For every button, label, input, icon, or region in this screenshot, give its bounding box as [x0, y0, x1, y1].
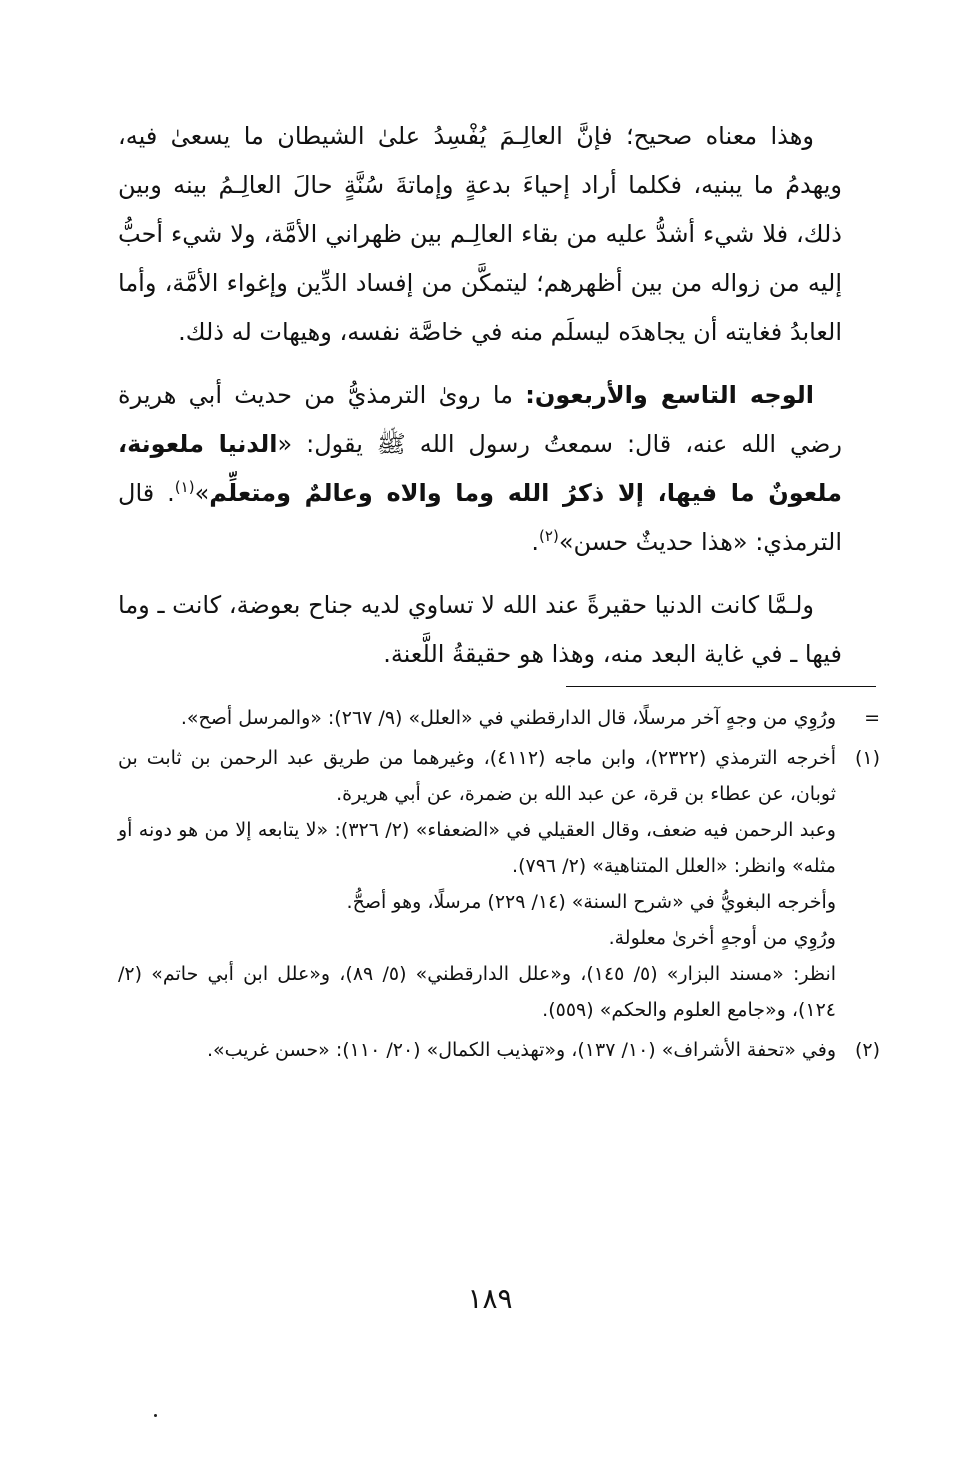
footnote-2	[118, 1032, 880, 1068]
footnotes	[118, 700, 880, 1072]
footnote-line: وفي «تحفة الأشراف» (١٠/ ١٣٧)، و«تهذيب الكمال» (٢٠/ ١١٠): «حسن غريب».	[206, 1039, 836, 1061]
footnote-line: ورُوِي من أوجهٍ أخرىٰ معلولة.	[608, 927, 836, 949]
footnote-body	[118, 740, 836, 1028]
paragraph-2-tail: . قال الترمذي: «هذا حديثٌ حسن»	[118, 479, 842, 556]
footnote-mark: =	[864, 707, 880, 729]
hadith-quote: الدنيا ملعونة، ملعونٌ ما فيها، إلا ذكرُ الله وما والاه وعالمٌ ومتعلِّم	[118, 430, 842, 507]
paragraph-2-end: .	[531, 528, 540, 556]
footnote-1	[118, 740, 880, 1028]
scan-speck	[154, 1414, 157, 1417]
paragraph-3: ولـمَّا كانت الدنيا حقيرةً عند الله لا تساوي لديه جناح بعوضة، كانت ـ وما فيها ـ في غاية البعد منه، وهذا هو حقيقةُ اللَّعنة.	[118, 591, 842, 668]
paragraph-2-text: ما روىٰ الترمذيُّ من حديث أبي هريرة رضي الله عنه، قال: سمعتُ رسول الله ﷺ يقول: «	[118, 381, 842, 458]
page-number: ١٨٩	[467, 1282, 513, 1315]
footnote-continued	[118, 700, 880, 736]
footnote-ref-2: (٢)	[539, 527, 559, 545]
footnote-line: وعبد الرحمن فيه ضعف، وقال العقيلي في «الضعفاء» (٢/ ٣٢٦): «لا يتابعه إلا من هو دونه أو مثله» وانظر: «العلل المتناهية» (٢/ ٧٩٦).	[118, 819, 836, 877]
footnote-body	[118, 1032, 836, 1068]
footnote-body	[118, 700, 836, 736]
footnote-line: ورُوِي من وجهٍ آخر مرسلًا، قال الدارقطني في «العلل» (٩/ ٢٦٧): «والمرسل أصح».	[180, 707, 836, 729]
footnote-line: أخرجه الترمذي (٢٣٢٢)، وابن ماجه (٤١١٢)، وغيرهما من طريق عبد الرحمن بن ثابت بن ثوبان، عن عطاء بن قرة، عن عبد الله بن ضمرة، عن أبي هريرة.	[118, 747, 836, 805]
main-text	[118, 112, 842, 693]
footnote-line: وأخرجه البغويُّ في «شرح السنة» (١٤/ ٢٢٩) مرسلًا، وهو أصحُّ.	[346, 891, 836, 913]
footnote-mark: (٢)	[854, 1039, 880, 1061]
paragraph-1: وهذا معناه صحيح؛ فإنَّ العالِـمَ يُفْسِدُ علىٰ الشيطان ما يسعىٰ فيه، ويهدمُ ما يبنيه، فكلما أراد إحياءَ بدعةٍ وإماتةَ سُنَّةٍ حالَ العالِـمُ بينه وبين ذلك، فلا شيء أشدُّ عليه من بقاء العالِـم بين ظهراني الأمَّة، ولا شيء أحبُّ إليه من زواله من بين أظهرهم؛ ليتمكَّن من إفساد الدِّين وإغواء الأمَّة، وأما العابدُ فغايته أن يجاهدَه ليسلَم منه في خاصَّة نفسه، وهيهات له ذلك.	[118, 122, 842, 346]
paragraph-2-lead: الوجه التاسع والأربعون:	[525, 381, 814, 409]
footnote-mark: (١)	[854, 747, 880, 769]
paragraph-2	[118, 371, 842, 567]
footnote-line: انظر: «مسند البزار» (٥/ ١٤٥)، و«علل الدارقطني» (٥/ ٨٩)، و«علل ابن أبي حاتم» (٢/ ١٢٤)، و«جامع العلوم والحكم» (٥٥٩).	[118, 963, 837, 1021]
quote-close: »	[194, 479, 210, 507]
footnote-ref-1: (١)	[174, 478, 195, 496]
footnote-separator	[566, 686, 876, 687]
